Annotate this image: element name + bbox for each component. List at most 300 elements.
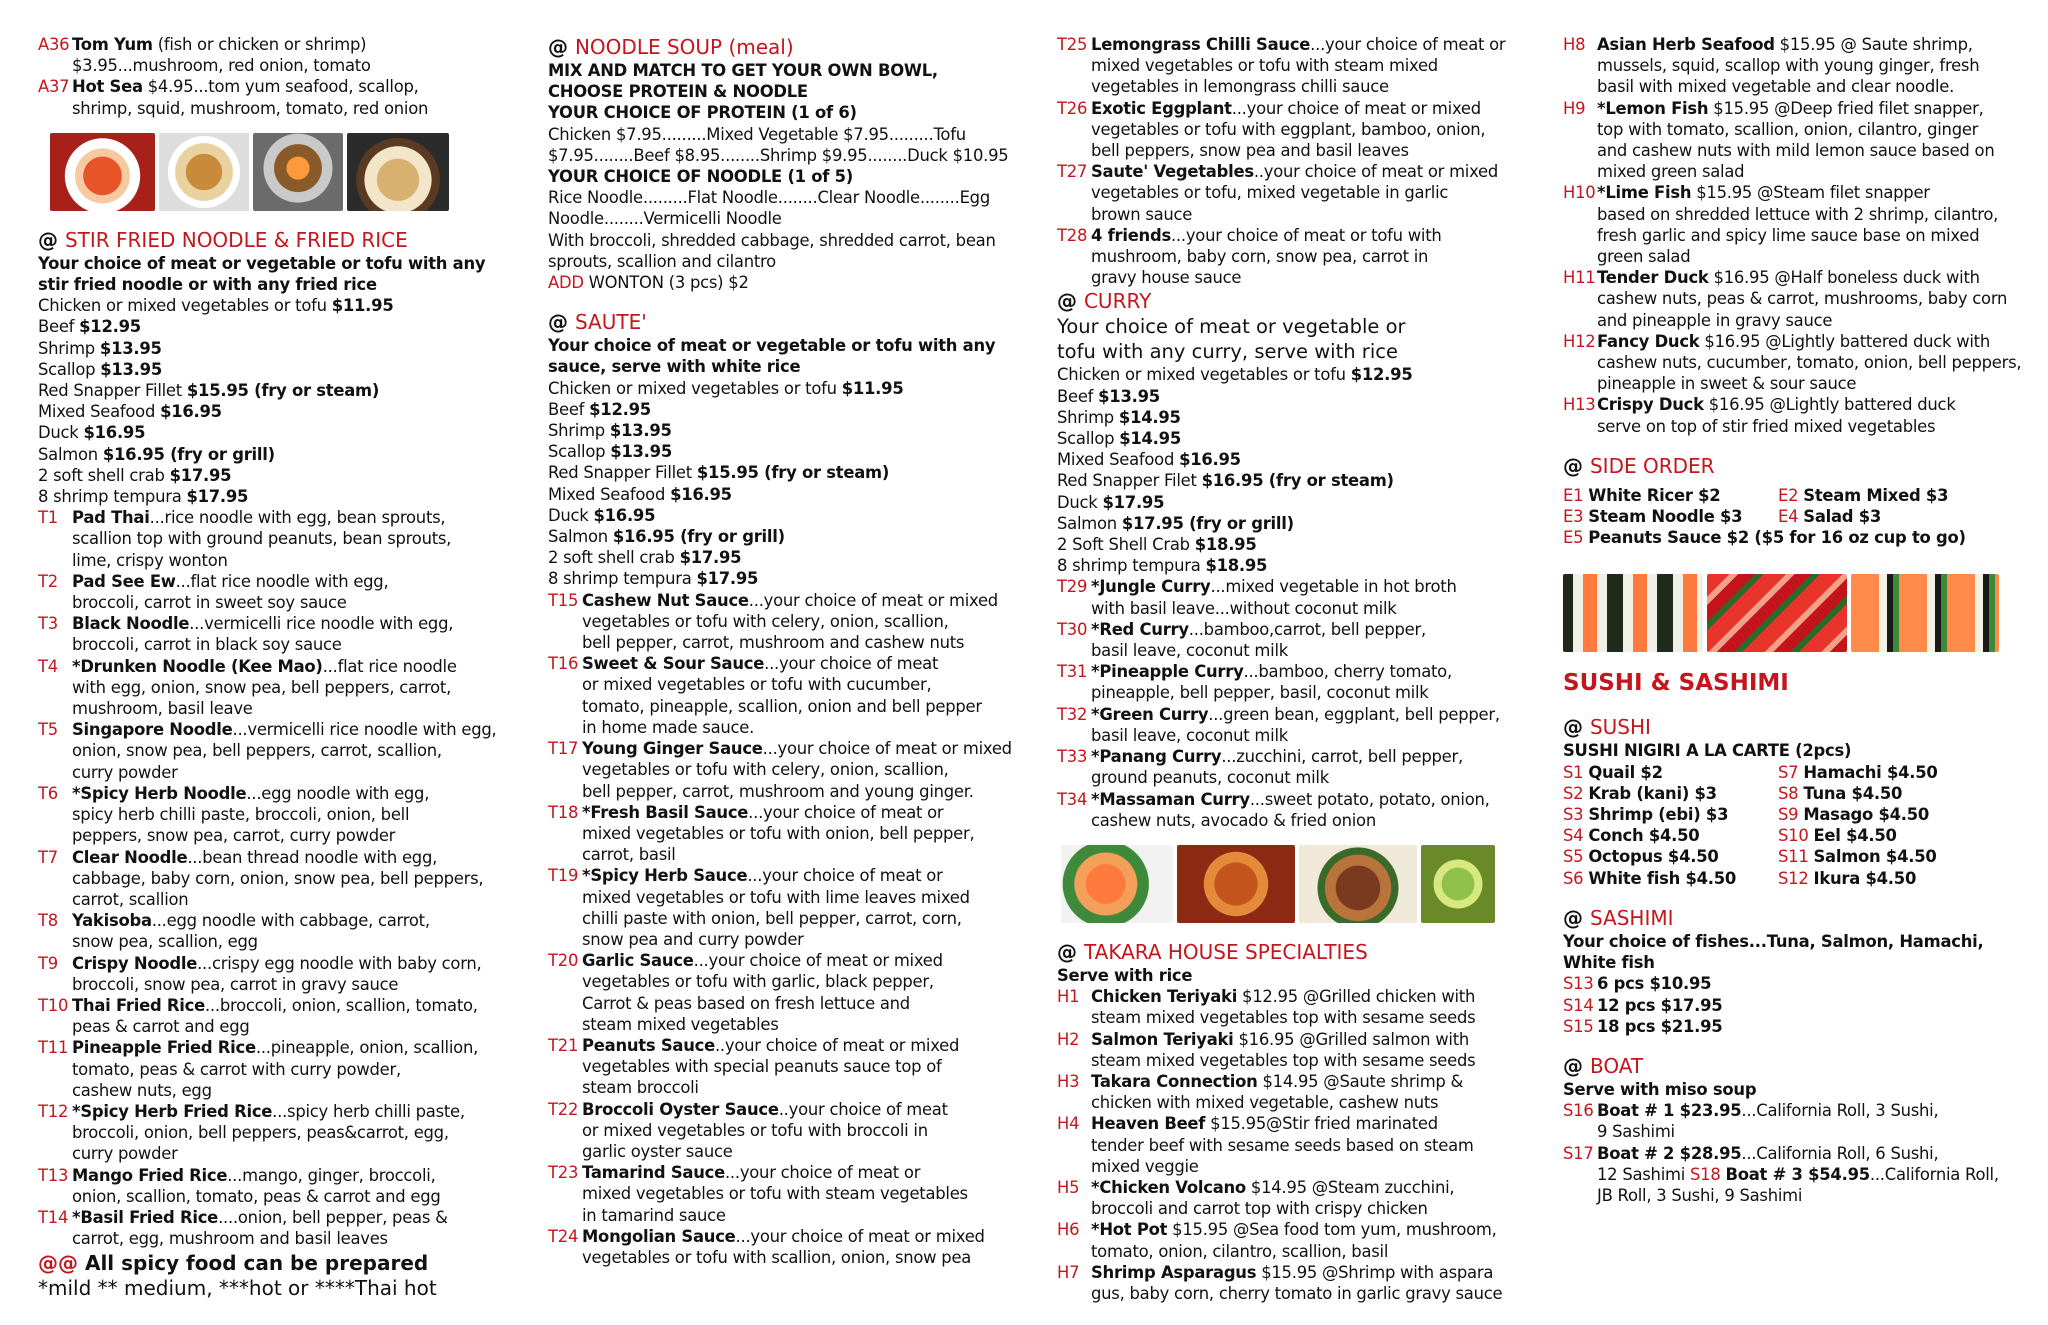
item-price: $23.95	[1674, 1101, 1742, 1121]
menu-item	[38, 995, 513, 1016]
spicy-note: @@ All spicy food can be prepared	[38, 1251, 429, 1276]
price-line	[1057, 407, 1517, 428]
menu-item	[548, 1226, 1020, 1247]
price-value: $12.95	[589, 399, 651, 419]
item-name: 18 pcs $21.95	[1597, 1016, 1723, 1036]
item-desc-line: tomato, onion, cilantro, scallion, basil	[1091, 1241, 1389, 1261]
item-name: Chicken Teriyaki	[1091, 987, 1238, 1007]
item-name: Tamarind Sauce	[582, 1163, 725, 1183]
item-desc-line: fresh garlic and spicy lime sauce base on mixed	[1597, 225, 1980, 245]
item-name: Masago $4.50	[1803, 805, 1930, 825]
item-code: T34	[1057, 789, 1088, 809]
item-desc-line: pineapple, bell pepper, basil, coconut milk	[1091, 683, 1429, 703]
item-desc-line: carrot, basil	[582, 845, 676, 865]
item-code: H10	[1563, 183, 1596, 203]
price-label: 8 shrimp tempura	[548, 569, 697, 589]
price-label: Red Snapper Fillet	[548, 463, 697, 483]
item-desc: ...vermicelli rice noodle with egg,	[189, 614, 454, 634]
item-code: A37	[38, 77, 70, 97]
nigiri-subtitle: SUSHI NIGIRI A LA CARTE (2pcs)	[1563, 741, 1852, 761]
item-desc: $14.95 @Saute shrimp &	[1257, 1071, 1464, 1091]
menu-item	[1563, 267, 2018, 288]
item-name: *Chicken Volcano	[1091, 1177, 1246, 1197]
item-desc-line: broccoli, snow pea, carrot in gravy sauce	[72, 974, 399, 994]
item-desc-line: basil with mixed vegetable and clear noodle.	[1597, 77, 1955, 97]
item-name: Eel $4.50	[1813, 826, 1897, 846]
item-desc: ...sweet potato, potato, onion,	[1249, 789, 1490, 809]
price-label: Scallop	[548, 442, 611, 462]
item-desc: $15.95 @Deep fried filet snapper,	[1708, 98, 1984, 118]
price-label: Beef	[1057, 386, 1099, 406]
menu-item	[1057, 576, 1517, 597]
item-name: Ikura $4.50	[1813, 868, 1917, 888]
item-name: Takara Connection	[1091, 1071, 1258, 1091]
bold-note: Your choice of meat or vegetable or tofu with any	[548, 336, 996, 356]
item-desc-line: ground peanuts, coconut milk	[1091, 768, 1329, 788]
item-desc-line: vegetables or tofu, mixed vegetable in garlic	[1091, 183, 1449, 203]
menu-item	[1057, 746, 1517, 767]
item-code: S8	[1778, 783, 1799, 803]
item-code: H12	[1563, 331, 1596, 351]
item-desc-line: tomato, peas & carrot with curry powder,	[72, 1059, 401, 1079]
side-row	[1563, 527, 2018, 548]
item-desc-line: 9 Sashimi	[1597, 1122, 1675, 1142]
item-desc-line: $3.95...mushroom, red onion, tomato	[72, 56, 371, 76]
item-code: T11	[38, 1038, 69, 1058]
price-value: $14.95	[1118, 407, 1181, 427]
menu-item	[1057, 619, 1517, 640]
price-line	[548, 356, 1020, 377]
price-label: Duck	[38, 423, 84, 443]
item-name: *Pineapple Curry	[1091, 662, 1244, 682]
menu-item	[38, 34, 513, 55]
item-desc: ...California Roll, 3 Sushi,	[1741, 1101, 1939, 1121]
item-name: Shrimp (ebi) $3	[1588, 805, 1729, 825]
photo-hot-pot	[253, 133, 343, 211]
price-value: $16.95	[593, 505, 656, 525]
item-code: A36	[38, 35, 70, 54]
item-code: T7	[38, 847, 58, 867]
price-line	[1057, 428, 1517, 449]
price-label: Beef	[548, 399, 590, 419]
item-desc: ....onion, bell pepper, peas &	[218, 1207, 448, 1227]
price-line	[38, 253, 513, 274]
item-code: S18	[1689, 1164, 1721, 1184]
menu-column-4	[1563, 34, 2022, 1206]
nigiri-row	[1563, 783, 2018, 804]
menu-item	[38, 1165, 513, 1186]
price-line	[548, 484, 1020, 505]
item-desc: (fish or chicken or shrimp)	[152, 35, 367, 54]
item-code: T13	[38, 1165, 69, 1185]
item-name: Black Noodle	[72, 614, 190, 634]
price-label: Mixed Seafood	[1057, 450, 1180, 470]
menu-item	[1563, 98, 2018, 119]
item-desc: $4.95...tom yum seafood, scallop,	[142, 77, 419, 97]
item-name: Clear Noodle	[72, 847, 188, 867]
item-name: *Drunken Noodle (Kee Mao)	[72, 656, 323, 676]
item-desc-line: broccoli, onion, bell peppers, peas&carrot, egg,	[72, 1123, 449, 1143]
noodle-text: Rice Noodle.........Flat Noodle........Clear Noodle........Egg	[548, 188, 990, 208]
item-name: Singapore Noodle	[72, 720, 233, 740]
item-desc-line: vegetables or tofu with scallion, onion, snow pea	[582, 1247, 972, 1267]
item-code: T15	[548, 590, 579, 610]
item-name: Crispy Duck	[1597, 395, 1704, 415]
price-line	[1057, 513, 1517, 534]
price-value: $16.95 (fry or grill)	[612, 527, 785, 547]
menu-item	[38, 1207, 513, 1228]
item-code: S11	[1778, 847, 1809, 867]
item-code: T19	[548, 866, 579, 886]
section-title-boat: @ BOAT	[1563, 1053, 1644, 1078]
nigiri-item	[1778, 783, 1998, 804]
menu-item	[38, 910, 513, 931]
price-label: Duck	[1057, 492, 1103, 512]
price-label: 2 Soft Shell Crab	[1057, 535, 1195, 555]
item-desc-line: spicy herb chilli paste, broccoli, onion, bell	[72, 805, 410, 825]
item-code: S9	[1778, 805, 1799, 825]
item-desc-line: mussels, squid, scallop with young ginger, fresh	[1597, 56, 1980, 76]
item-code: T3	[38, 614, 58, 634]
item-desc-line: shrimp, squid, mushroom, tomato, red onion	[72, 98, 429, 118]
price-line	[1057, 492, 1517, 513]
nigiri-row	[1563, 762, 2018, 783]
item-desc: $15.95 @ Saute shrimp,	[1774, 35, 1973, 54]
item-desc-line: broccoli, carrot in sweet soy sauce	[72, 593, 347, 613]
price-line	[1057, 555, 1517, 576]
item-code: E5	[1563, 528, 1584, 548]
item-name: Steam Mixed $3	[1803, 485, 1949, 505]
curry-photo-strip	[1061, 845, 1517, 923]
item-code: S5	[1563, 847, 1584, 867]
item-desc-line: bell pepper, carrot, mushroom and young ginger.	[582, 781, 974, 801]
nigiri-item	[1563, 783, 1778, 804]
menu-item	[548, 590, 1020, 611]
item-name: Pineapple Fried Rice	[72, 1038, 256, 1058]
item-name: Saute' Vegetables	[1091, 162, 1254, 182]
item-desc-line: scallion top with ground peanuts, bean sprouts,	[72, 529, 452, 549]
item-name: Tuna $4.50	[1803, 783, 1903, 803]
item-desc: ...egg noodle with cabbage, carrot,	[151, 911, 430, 931]
menu-item	[548, 1099, 1020, 1120]
item-code: E4	[1778, 507, 1799, 527]
item-desc: $16.95 @Grilled salmon with	[1233, 1029, 1470, 1049]
item-code: T26	[1057, 98, 1088, 118]
item-desc-line: vegetables or tofu with eggplant, bamboo, onion,	[1091, 119, 1486, 139]
item-desc-line: steam mixed vegetables	[582, 1014, 779, 1034]
noodle-line	[548, 124, 1020, 145]
item-desc-line: cashew nuts, avocado & fried onion	[1091, 810, 1376, 830]
price-line	[548, 547, 1020, 568]
price-value: $16.95 (fry or grill)	[102, 444, 275, 464]
price-value: $17.95 (fry or grill)	[1121, 513, 1294, 533]
price-line	[548, 526, 1020, 547]
item-name: *Jungle Curry	[1091, 577, 1211, 597]
curry-prices	[1057, 364, 1517, 576]
item-desc-line: vegetables or tofu with celery, onion, scallion,	[582, 611, 949, 631]
item-code: S2	[1563, 783, 1584, 803]
soup-photo-strip	[50, 133, 513, 211]
item-desc: ...vermicelli rice noodle with egg,	[232, 720, 497, 740]
item-name: *Fresh Basil Sauce	[582, 802, 749, 822]
price-label: Salmon	[38, 444, 103, 464]
item-name: Garlic Sauce	[582, 951, 694, 971]
item-desc: ...crispy egg noodle with baby corn,	[197, 953, 482, 973]
item-desc: ...your choice of meat or	[747, 866, 943, 886]
price-label: Chicken or mixed vegetables or tofu	[1057, 365, 1351, 385]
bold-note: MIX AND MATCH TO GET YOUR OWN BOWL,	[548, 61, 938, 80]
item-desc: ..your choice of meat or mixed	[714, 1035, 960, 1055]
noodle-text: sprouts, scallion and cilantro	[548, 251, 776, 271]
price-value: $16.95	[83, 423, 146, 443]
item-desc: ...your choice of meat or tofu with	[1170, 225, 1442, 245]
item-desc: ...your choice of meat or	[724, 1163, 921, 1183]
item-name: Boat # 1	[1597, 1101, 1675, 1121]
item-code: H11	[1563, 268, 1596, 288]
item-desc: 12 Sashimi	[1597, 1164, 1690, 1184]
item-name: Shrimp Asparagus	[1091, 1262, 1257, 1282]
item-price: $28.95	[1674, 1143, 1742, 1163]
item-code: S3	[1563, 805, 1584, 825]
item-code: T30	[1057, 619, 1088, 639]
item-desc: ...California Roll,	[1869, 1164, 1999, 1184]
section-title-sashimi: @ SASHIMI	[1563, 905, 1674, 930]
price-label: Mixed Seafood	[548, 484, 671, 504]
item-code: H5	[1057, 1177, 1080, 1197]
price-line	[1057, 470, 1517, 491]
item-desc-line: cashew nuts, egg	[72, 1080, 212, 1100]
boat-item	[1563, 1143, 2018, 1164]
menu-item	[38, 507, 513, 528]
menu-column-1	[38, 34, 513, 1301]
item-desc-line: mixed vegetables or tofu with steam mixed	[1091, 56, 1438, 76]
item-name: *Spicy Herb Noodle	[72, 783, 247, 803]
price-value: $13.95	[99, 338, 162, 358]
item-code: T22	[548, 1099, 579, 1119]
price-line	[548, 420, 1020, 441]
photo-pho-bowl	[1299, 845, 1417, 923]
nigiri-item	[1563, 868, 1778, 889]
price-label: Red Snapper Fillet	[38, 381, 187, 401]
menu-item	[38, 1037, 513, 1058]
item-code: T21	[548, 1035, 579, 1055]
nigiri-item	[1563, 825, 1778, 846]
nigiri-item	[1778, 868, 1998, 889]
bold-note: YOUR CHOICE OF PROTEIN (1 of 6)	[548, 103, 857, 123]
menu-item	[1057, 661, 1517, 682]
bold-note: Your choice of meat or vegetable or tofu with any	[38, 253, 486, 273]
item-name: White Ricer $2	[1588, 485, 1721, 505]
spicy-levels: *mild ** medium, ***hot or ****Thai hot	[38, 1276, 437, 1301]
price-value: $11.95	[331, 296, 394, 316]
item-desc-line: or mixed vegetables or tofu with broccoli in	[582, 1120, 928, 1140]
item-name: Broccoli Oyster Sauce	[582, 1099, 779, 1119]
item-code: S13	[1563, 974, 1594, 994]
item-desc-line: with basil leave...without coconut milk	[1091, 598, 1397, 618]
item-name: 4 friends	[1091, 225, 1171, 245]
item-desc-line: vegetables in lemongrass chilli sauce	[1091, 77, 1389, 97]
item-price: $54.95	[1802, 1164, 1870, 1184]
sashimi-list	[1563, 973, 2018, 1037]
menu-item	[1057, 1029, 1517, 1050]
item-code: H8	[1563, 35, 1586, 54]
item-desc-line: vegetables or tofu with celery, onion, scallion,	[582, 760, 949, 780]
noodle-line	[548, 187, 1020, 208]
item-name: 12 pcs $17.95	[1597, 995, 1723, 1015]
item-desc-line: basil leave, coconut milk	[1091, 725, 1289, 745]
item-desc: $16.95 @Lightly battered duck	[1703, 395, 1956, 415]
item-desc-line: peppers, snow pea, carrot, curry powder	[72, 826, 396, 846]
price-value: $14.95	[1119, 429, 1181, 449]
item-desc-line: steam mixed vegetables top with sesame seeds	[1091, 1050, 1476, 1070]
nigiri-item	[1778, 762, 1998, 783]
house-specialties	[1057, 986, 1517, 1304]
price-value: $15.95 (fry or steam)	[186, 381, 380, 401]
item-name: Octopus $4.50	[1588, 847, 1719, 867]
price-value: $18.95	[1205, 556, 1268, 576]
item-desc: ...your choice of meat or mixed	[748, 590, 998, 610]
menu-item	[1057, 225, 1517, 246]
side-orders	[1563, 485, 2018, 549]
price-label: Beef	[38, 317, 80, 337]
item-code: T31	[1057, 662, 1088, 682]
menu-item	[1563, 394, 2018, 415]
price-line	[38, 422, 513, 443]
item-desc-line: mixed vegetables or tofu with steam vegetables	[582, 1184, 968, 1204]
photo-seafood	[159, 133, 249, 211]
item-desc-line: mixed green salad	[1597, 162, 1745, 182]
menu-item	[38, 719, 513, 740]
price-label: Shrimp	[548, 421, 610, 441]
item-desc-line: with egg, onion, snow pea, bell peppers, carrot,	[72, 677, 452, 697]
photo-sushi-roll	[1563, 574, 1703, 652]
item-desc-line: chicken with mixed vegetable, cashew nuts	[1091, 1093, 1439, 1113]
item-name: Salad $3	[1803, 507, 1882, 527]
price-label: Salmon	[1057, 513, 1122, 533]
item-code: T24	[548, 1226, 579, 1246]
boat-subtitle: Serve with miso soup	[1563, 1079, 1757, 1099]
item-desc: ...bean thread noodle with egg,	[187, 847, 438, 867]
price-label: Salmon	[548, 527, 613, 547]
noodle-text: With broccoli, shredded cabbage, shredded carrot, bean	[548, 230, 996, 250]
item-desc: ...your choice of meat	[764, 654, 939, 674]
item-name: Salmon Teriyaki	[1091, 1029, 1234, 1049]
menu-item	[1057, 1071, 1517, 1092]
item-desc-line: or mixed vegetables or tofu with cucumber,	[582, 675, 932, 695]
noodle-text: Chicken $7.95.........Mixed Vegetable $7.95.........Tofu	[548, 124, 966, 144]
item-code: H2	[1057, 1029, 1080, 1049]
menu-item	[1057, 1113, 1517, 1134]
price-label: Mixed Seafood	[38, 402, 161, 422]
item-desc-line: pineapple in sweet & sour sauce	[1597, 374, 1857, 394]
item-name: Quail $2	[1588, 762, 1663, 782]
item-desc-line: curry powder	[72, 762, 178, 782]
price-line	[1057, 449, 1517, 470]
item-desc-line: tender beef with sesame seeds based on steam	[1091, 1135, 1474, 1155]
menu-item	[548, 1162, 1020, 1183]
takara-subtitle: Serve with rice	[1057, 965, 1193, 985]
item-code: T1	[38, 508, 58, 528]
section-title-noodle-soup: @ NOODLE SOUP (meal)	[548, 35, 794, 59]
item-desc: ...California Roll, 6 Sushi,	[1741, 1143, 1939, 1163]
item-desc: ...pineapple, onion, scallion,	[255, 1038, 479, 1058]
item-desc: $12.95 @Grilled chicken with	[1237, 987, 1476, 1007]
saute-prices	[548, 335, 1020, 589]
price-line	[38, 359, 513, 380]
item-desc: ...green bean, eggplant, bell pepper,	[1208, 704, 1500, 724]
price-value: $17.95	[169, 465, 232, 485]
item-name: Steam Noodle $3	[1588, 507, 1743, 527]
item-code: S16	[1563, 1101, 1594, 1121]
menu-column-2	[548, 34, 1020, 1268]
bold-note: CHOOSE PROTEIN & NOODLE	[548, 82, 808, 102]
menu-column-3	[1057, 34, 1517, 1304]
sashimi-subtitle	[1563, 931, 2018, 973]
noodle-text: $7.95........Beef $8.95........Shrimp $9.95........Duck $10.95	[548, 145, 1009, 165]
item-desc-line: steam mixed vegetables top with sesame seeds	[1091, 1008, 1476, 1028]
price-value: $13.95	[1098, 386, 1160, 406]
item-name: Mongolian Sauce	[582, 1226, 736, 1246]
price-label: 2 soft shell crab	[548, 548, 680, 568]
price-label: Scallop	[1057, 429, 1120, 449]
item-desc-line: JB Roll, 3 Sushi, 9 Sashimi	[1597, 1185, 1803, 1205]
item-desc: ...broccoli, onion, scallion, tomato,	[204, 995, 478, 1015]
item-desc: ...your choice of meat or	[748, 802, 944, 822]
side-row	[1563, 506, 2018, 527]
item-desc-line: garlic oyster sauce	[582, 1141, 733, 1161]
curry-intro-line: Your choice of meat or vegetable or	[1057, 315, 1406, 339]
item-desc-line: tomato, pineapple, scallion, onion and bell pepper	[582, 696, 982, 716]
price-value: $17.95	[679, 548, 742, 568]
item-desc-line: broccoli and carrot top with crispy chicken	[1091, 1199, 1428, 1219]
item-desc: ...mango, ginger, broccoli,	[227, 1165, 436, 1185]
menu-item	[38, 783, 513, 804]
curry-intro	[1057, 314, 1517, 364]
price-line	[548, 399, 1020, 420]
item-desc-line: curry powder	[72, 1144, 178, 1164]
menu-item	[548, 865, 1020, 886]
item-desc: $16.95 @Lightly battered duck with	[1699, 331, 1990, 351]
price-line	[548, 441, 1020, 462]
item-desc-line: steam broccoli	[582, 1078, 699, 1098]
item-name: Boat # 2	[1597, 1143, 1675, 1163]
item-desc-line: snow pea, scallion, egg	[72, 932, 258, 952]
add-wonton: ADD WONTON (3 pcs) $2	[548, 273, 749, 293]
item-desc: $15.95 @Sea food tom yum, mushroom,	[1167, 1220, 1497, 1240]
item-name: Hot Sea	[72, 77, 143, 97]
nigiri-item	[1778, 846, 1998, 867]
price-label: Shrimp	[1057, 407, 1119, 427]
price-label: Duck	[548, 505, 594, 525]
price-label: Scallop	[38, 359, 101, 379]
item-desc: ...zucchini, carrot, bell pepper,	[1221, 747, 1463, 767]
item-desc-line: cabbage, baby corn, onion, snow pea, bell peppers,	[72, 868, 484, 888]
photo-shrimp-dish	[1061, 845, 1173, 923]
price-line	[38, 465, 513, 486]
menu-item	[1563, 182, 2018, 203]
menu-item	[38, 613, 513, 634]
section-title-curry: @ CURRY	[1057, 289, 1152, 314]
noodle-line	[548, 166, 1020, 187]
item-name: Crispy Noodle	[72, 953, 198, 973]
item-desc-line: vegetables with special peanuts sauce top of	[582, 1057, 942, 1077]
menu-item	[38, 571, 513, 592]
item-desc-line: basil leave, coconut milk	[1091, 641, 1289, 661]
item-name: Salmon $4.50	[1813, 847, 1937, 867]
item-code: T17	[548, 739, 579, 759]
item-name: Pad See Ew	[72, 571, 176, 591]
item-desc: $14.95 @Steam zucchini,	[1245, 1177, 1455, 1197]
